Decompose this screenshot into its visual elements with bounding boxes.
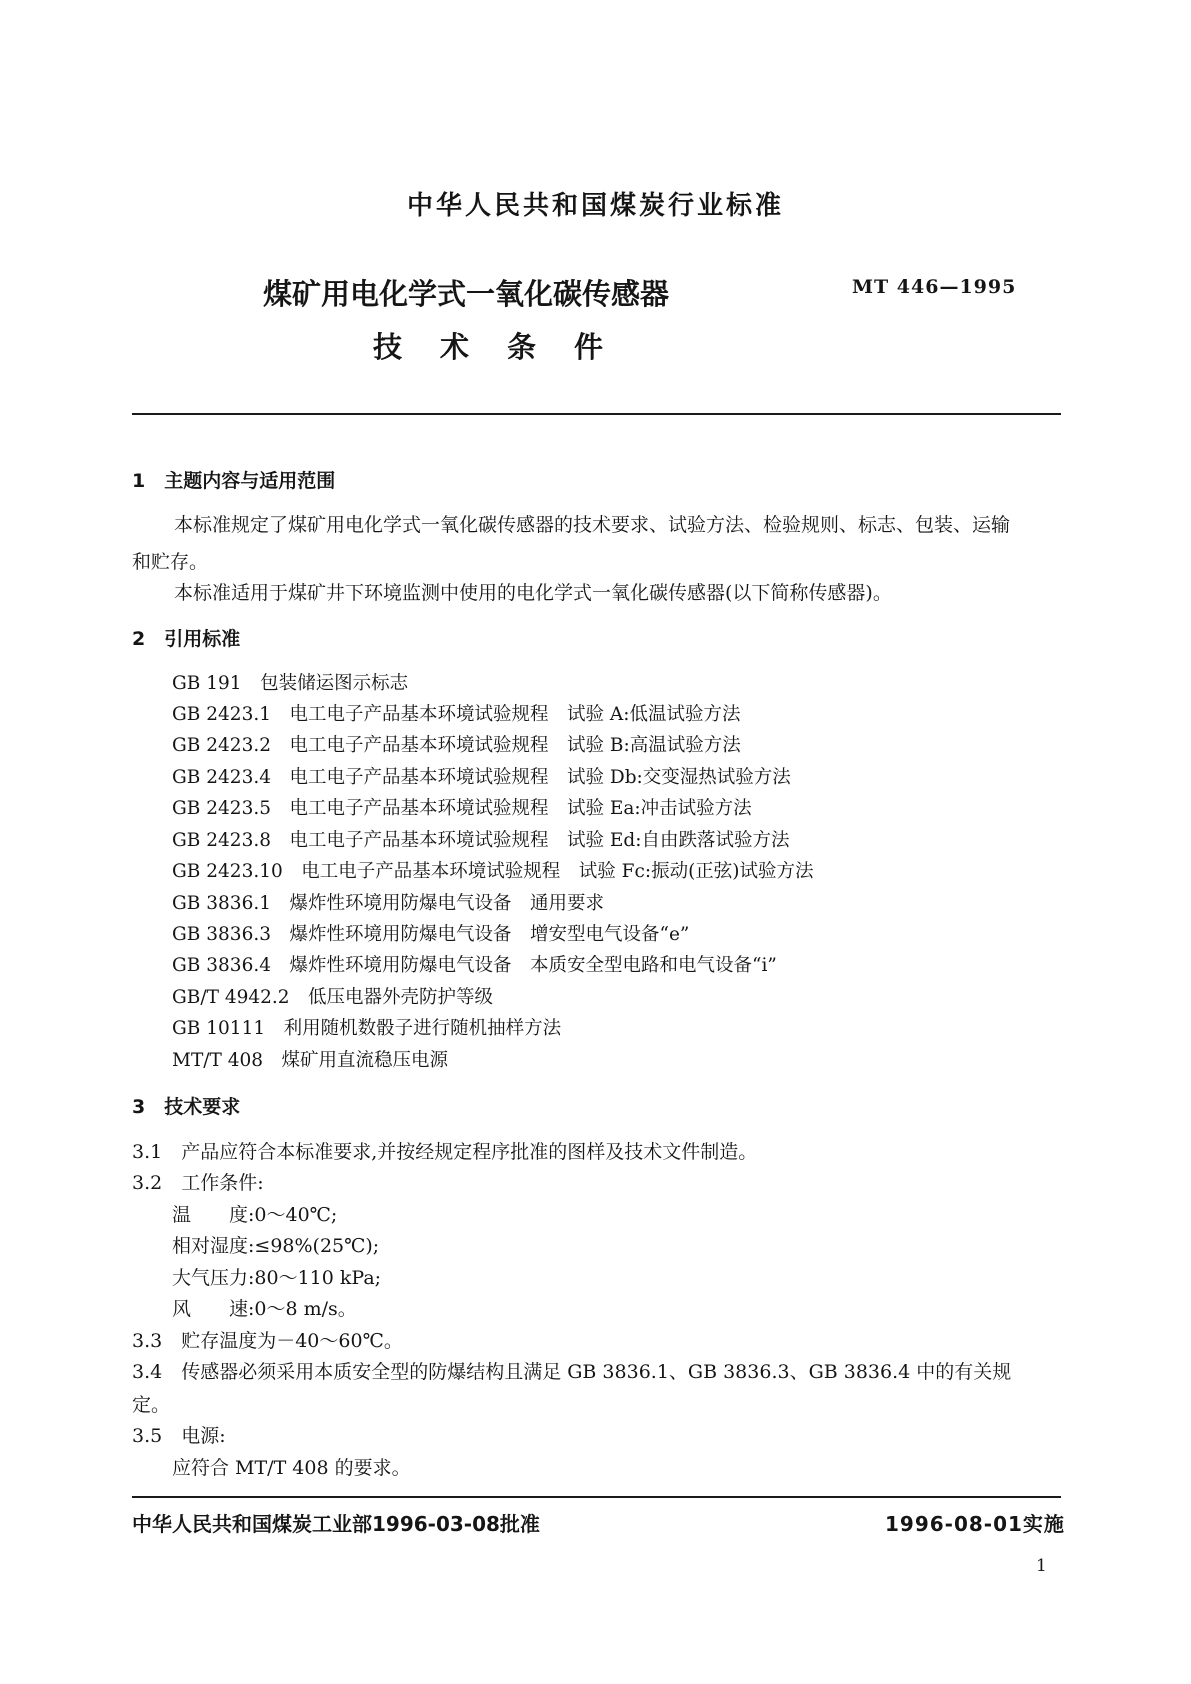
- reference-item: GB 2423.8 电工电子产品基本环境试验规程 试验 Ed:自由跌落试验方法: [172, 830, 790, 851]
- reference-item: GB 2423.5 电工电子产品基本环境试验规程 试验 Ea:冲击试验方法: [172, 798, 752, 819]
- reference-item: GB 3836.3 爆炸性环境用防爆电气设备 增安型电气设备“e”: [172, 924, 690, 945]
- title-char: 件: [574, 330, 604, 364]
- section-1-para1: 本标准规定了煤矿用电化学式一氧化碳传感器的技术要求、试验方法、检验规则、标志、包装、运输: [174, 514, 1011, 536]
- top-divider: [132, 413, 1061, 415]
- reference-item: GB 10111 利用随机数骰子进行随机抽样方法: [172, 1018, 562, 1039]
- standard-number: MT 446—1995: [852, 276, 1017, 298]
- condition-temperature: 温 度:0～40℃;: [172, 1204, 338, 1226]
- title-char: 技: [373, 330, 403, 364]
- reference-item: GB 3836.4 爆炸性环境用防爆电气设备 本质安全型电路和电气设备“i”: [172, 955, 777, 976]
- effective-date: 1996-08-01实施: [885, 1512, 1065, 1536]
- header-organization: 中华人民共和国煤炭行业标准: [406, 191, 784, 221]
- condition-pressure: 大气压力:80～110 kPa;: [172, 1267, 382, 1289]
- clause-3-1: 3.1 产品应符合本标准要求,并按经规定程序批准的图样及技术文件制造。: [132, 1141, 758, 1163]
- clause-3-5-body: 应符合 MT/T 408 的要求。: [172, 1457, 411, 1479]
- title-char: 条: [507, 330, 537, 364]
- section-1-heading: 1 主题内容与适用范围: [132, 470, 336, 492]
- condition-humidity: 相对湿度:≤98%(25℃);: [172, 1235, 380, 1257]
- document-title-line2: [373, 325, 641, 366]
- clause-3-4: 3.4 传感器必须采用本质安全型的防爆结构且满足 GB 3836.1、GB 3836.3、GB 3836.4 中的有关规: [132, 1361, 1012, 1383]
- reference-item: GB 2423.2 电工电子产品基本环境试验规程 试验 B:高温试验方法: [172, 735, 741, 756]
- reference-item: MT/T 408 煤矿用直流稳压电源: [172, 1050, 449, 1071]
- clause-3-5: 3.5 电源:: [132, 1425, 226, 1447]
- bottom-divider: [132, 1496, 1061, 1498]
- approval-statement: 中华人民共和国煤炭工业部1996-03-08批准: [132, 1512, 540, 1536]
- section-3-heading: 3 技术要求: [132, 1096, 241, 1118]
- reference-item: GB 2423.10 电工电子产品基本环境试验规程 试验 Fc:振动(正弦)试验方法: [172, 861, 814, 882]
- clause-3-2: 3.2 工作条件:: [132, 1172, 264, 1194]
- reference-item: GB 2423.4 电工电子产品基本环境试验规程 试验 Db:交变湿热试验方法: [172, 767, 791, 788]
- reference-item: GB 3836.1 爆炸性环境用防爆电气设备 通用要求: [172, 893, 604, 914]
- condition-wind: 风 速:0～8 m/s。: [172, 1298, 357, 1320]
- reference-item: GB/T 4942.2 低压电器外壳防护等级: [172, 987, 494, 1008]
- section-1-para2: 本标准适用于煤矿井下环境监测中使用的电化学式一氧化碳传感器(以下简称传感器)。: [174, 582, 892, 604]
- reference-item: GB 2423.1 电工电子产品基本环境试验规程 试验 A:低温试验方法: [172, 704, 741, 725]
- title-char: 术: [440, 330, 470, 364]
- clause-3-3: 3.3 贮存温度为－40～60℃。: [132, 1330, 403, 1352]
- section-2-heading: 2 引用标准: [132, 628, 241, 650]
- section-1-para1-cont: 和贮存。: [132, 551, 209, 573]
- clause-3-4-cont: 定。: [132, 1394, 171, 1416]
- document-title-line1: 煤矿用电化学式一氧化碳传感器: [263, 277, 670, 311]
- reference-item: GB 191 包装储运图示标志: [172, 673, 409, 694]
- page-number: 1: [1036, 1556, 1047, 1576]
